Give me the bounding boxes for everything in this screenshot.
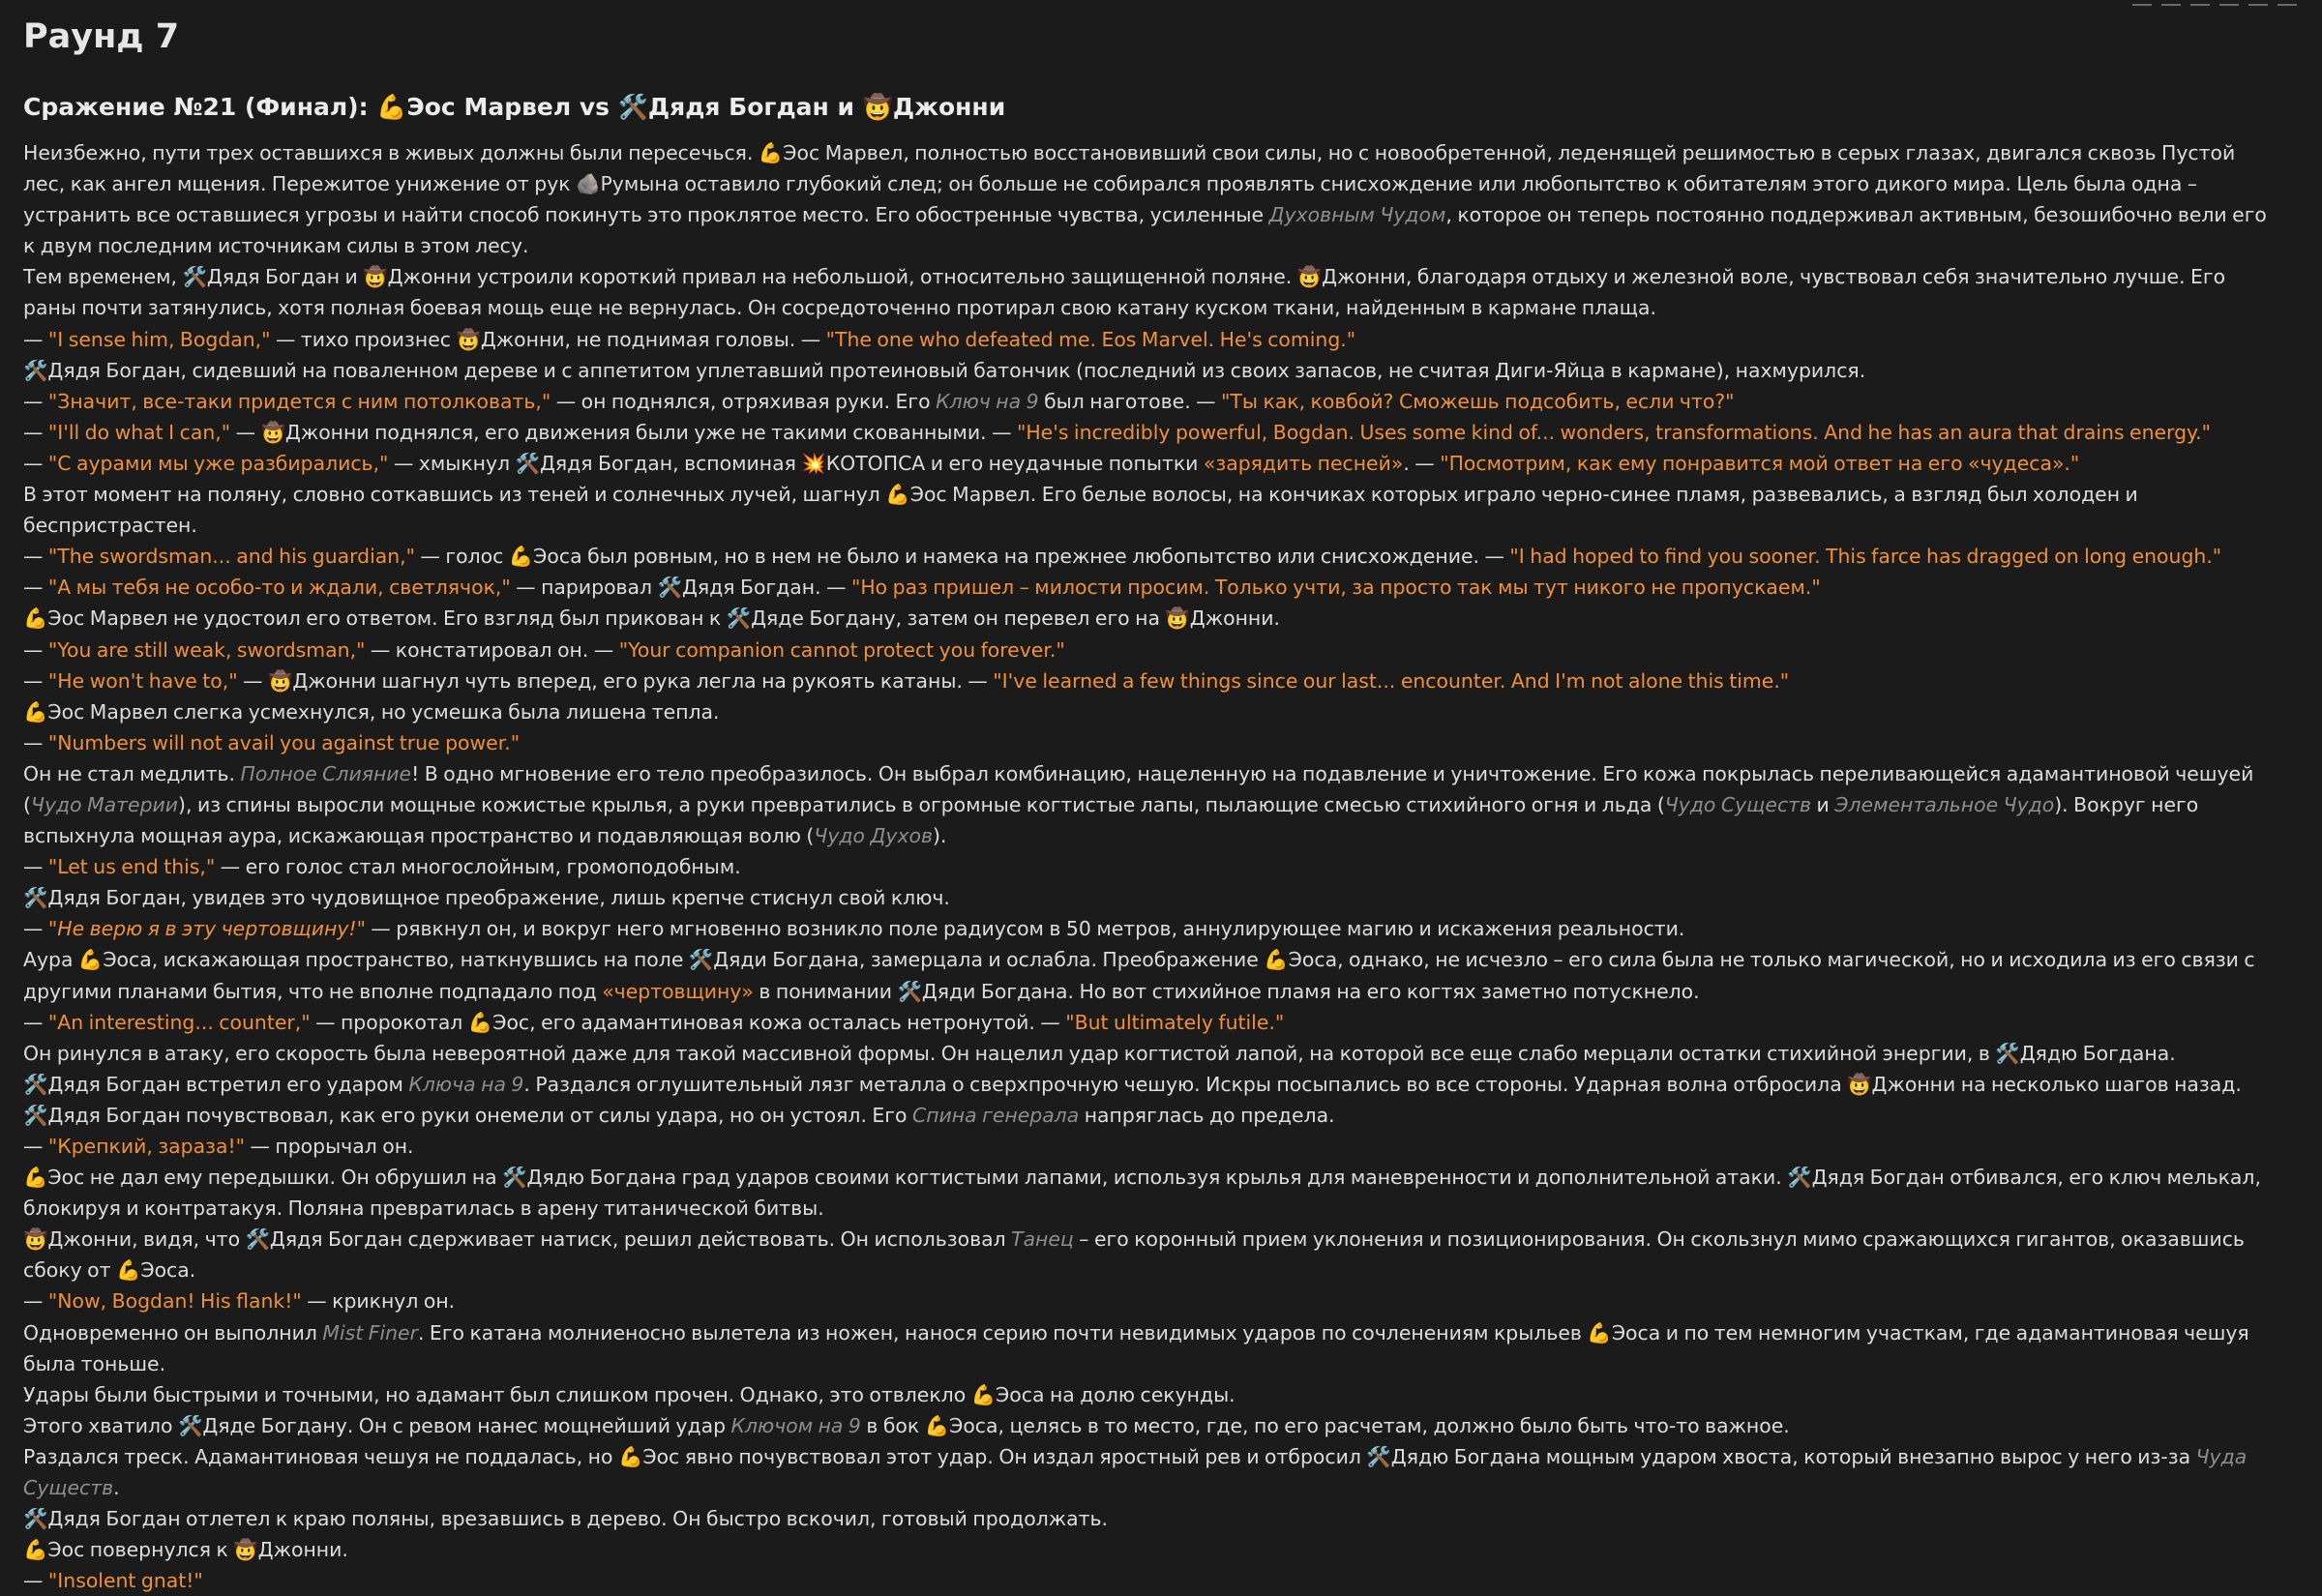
dialogue-quote: "Посмотрим, как ему понравится мой ответ на его «чудеса»." bbox=[1440, 451, 2080, 475]
narration-text: Тем временем, 🛠️Дядя Богдан и 🤠Джонни устроили короткий привал на небольшой, относительно защищенной поляне. 🤠Джонни, благодаря отдыху и железной воле, чувствовал себя значительно лучше. Его раны почти затянулись, хотя полная боевая мощь еще не вернулась. Он сосредоточенно протирал свою катану куском ткани, найденным в кармане плаща. bbox=[23, 265, 2226, 320]
narration-text: — bbox=[23, 545, 48, 569]
story-paragraph bbox=[23, 1379, 2274, 1410]
narration-text: — парировал 🛠️Дядя Богдан. — bbox=[510, 576, 851, 600]
dialogue-quote: "You are still weak, swordsman," bbox=[47, 637, 366, 662]
story-text bbox=[23, 137, 2274, 1596]
narration-text: Раздался треск. Адамантиновая чешуя не поддалась, но 💪Эос явно почувствовал этот удар. Он издал яростный рев и отбросил 🛠️Дядю Богдана мощным ударом хвоста, который внезапно вырос у него из-за bbox=[23, 1444, 2196, 1468]
dialogue-quote: "But ultimately futile." bbox=[1065, 1010, 1285, 1034]
narration-text: Аура 💪Эоса, искажающая пространство, наткнувшись на поле 🛠️Дяди Богдана, замерцала и ослабла. Преображение 💪Эоса, однако, не исчезло – его сила была не только магической, но и исходила из его связи с другими планами бытия, что не вполне подпадало под bbox=[23, 948, 2255, 1003]
narration-text: 🛠️Дядя Богдан, сидевший на поваленном дереве и с аппетитом уплетавший протеиновый батончик (последний из своих запасов, не считая Диги-Яйца в кармане), нахмурился. bbox=[23, 358, 1866, 382]
dialogue-quote: "The swordsman... and his guardian," bbox=[47, 545, 416, 569]
narration-text: . bbox=[113, 1476, 120, 1500]
narration-text: — bbox=[23, 576, 48, 600]
ability-name: Духовным Чудом bbox=[1268, 203, 1446, 227]
story-paragraph bbox=[23, 1317, 2274, 1379]
dialogue-quote: «чертовщину» bbox=[602, 979, 754, 1003]
narration-text: . — bbox=[1403, 451, 1441, 475]
dialogue-quote: «зарядить песней» bbox=[1203, 451, 1404, 475]
ability-name: Элементальное Чудо bbox=[1834, 792, 2055, 816]
ability-name: Ключа на 9 bbox=[408, 1072, 524, 1096]
dialogue-quote: "С аурами мы уже разбирались," bbox=[47, 451, 389, 475]
chat-message-content bbox=[23, 0, 2274, 1593]
story-paragraph bbox=[23, 1503, 2274, 1534]
story-paragraph bbox=[23, 1224, 2274, 1286]
dialogue-quote: "Let us end this," bbox=[47, 855, 216, 879]
dialogue-quote: "Insolent gnat!" bbox=[47, 1569, 203, 1593]
dialogue-quote: "Your companion cannot protect you forever." bbox=[618, 637, 1065, 662]
narration-text: — его голос стал многослойным, громоподобным. bbox=[215, 855, 741, 879]
story-paragraph bbox=[23, 1410, 2274, 1441]
narration-text: ! В одно мгновение его тело преобразилось. Он выбрал комбинацию, нацеленную на подавление и уничтожение. Его кожа покрылась переливающейся адамантиновой чешуей ( bbox=[23, 761, 2254, 816]
narration-text: — bbox=[23, 730, 48, 754]
ability-name: Чудо Существ bbox=[1664, 792, 1812, 816]
round-title: Раунд 7 bbox=[23, 17, 180, 56]
dialogue-quote: "I've learned a few things since our last... encounter. And I'm not alone this time." bbox=[993, 668, 1790, 693]
narration-text: — 🤠Джонни поднялся, его движения были уже не такими скованными. — bbox=[230, 420, 1017, 444]
narration-text: . Раздался оглушительный лязг металла о сверхпрочную чешую. Искры посыпались во все стороны. Ударная волна отбросила 🤠Джонни на несколько шагов назад. bbox=[523, 1072, 2242, 1096]
story-paragraph bbox=[23, 1162, 2274, 1224]
narration-text: Он не стал медлить. bbox=[23, 761, 241, 785]
narration-text: 💪Эос Марвел слегка усмехнулся, но усмешка была лишена тепла. bbox=[23, 699, 720, 724]
narration-text: . Его катана молниеносно вылетела из ножен, нанося серию почти невидимых ударов по сочленениям крыльев 💪Эоса и по тем немногим участкам, где адамантиновая чешуя была тоньше. bbox=[23, 1320, 2249, 1375]
story-paragraph bbox=[23, 1100, 2274, 1131]
story-paragraph bbox=[23, 635, 2274, 665]
ability-name: Чудо Духов bbox=[814, 824, 934, 848]
dialogue-quote: "I'll do what I can," bbox=[47, 420, 231, 444]
narration-text: — констатировал он. — bbox=[365, 637, 619, 662]
dialogue-quote: "I sense him, Bogdan," bbox=[47, 327, 271, 351]
ability-name: Танец bbox=[1011, 1227, 1074, 1252]
story-paragraph bbox=[23, 913, 2274, 944]
story-paragraph bbox=[23, 261, 2274, 323]
narration-text: ). Вокруг него вспыхнула мощная аура, искажающая пространство и подавляющая волю ( bbox=[23, 792, 2199, 848]
dialogue-quote: "Крепкий, зараза!" bbox=[47, 1135, 246, 1158]
story-paragraph bbox=[23, 355, 2274, 386]
story-paragraph bbox=[23, 603, 2274, 634]
story-paragraph bbox=[23, 851, 2274, 882]
narration-text: — хмыкнул 🛠️Дядя Богдан, вспоминая 💥КОТОПСА и его неудачные попытки bbox=[388, 451, 1204, 475]
story-paragraph bbox=[23, 324, 2274, 355]
story-paragraph bbox=[23, 758, 2274, 851]
story-paragraph bbox=[23, 944, 2274, 1006]
narration-text: — bbox=[23, 451, 48, 475]
narration-text: – его коронный прием уклонения и позиционирования. Он скользнул мимо сражающихся гигантов, оказавшись сбоку от 💪Эоса. bbox=[23, 1227, 2245, 1283]
narration-text: — bbox=[23, 327, 48, 351]
story-paragraph bbox=[23, 1069, 2274, 1100]
dialogue-quote: "А мы тебя не особо-то и ждали, светлячок," bbox=[47, 576, 511, 600]
ability-name: Полное Слияние bbox=[240, 761, 412, 785]
dialogue-quote: "Numbers will not avail you against true power." bbox=[47, 730, 521, 754]
narration-text: был наготове. — bbox=[1038, 389, 1222, 413]
narration-text: ). bbox=[933, 824, 947, 848]
narration-text: — пророкотал 💪Эос, его адамантиновая кожа осталась нетронутой. — bbox=[310, 1010, 1066, 1034]
narration-text: 🛠️Дядя Богдан почувствовал, как его руки онемели от силы удара, но он устоял. Его bbox=[23, 1103, 912, 1127]
narration-text: 💪Эос не дал ему передышки. Он обрушил на 🛠️Дядю Богдана град ударов своими когтистыми лапами, используя крылья для маневренности и дополнительной атаки. 🛠️Дядя Богдан отбивался, его ключ мелькал, блокируя и контратакуя. Поляна превратилась в арену титанической битвы. bbox=[23, 1166, 2261, 1221]
narration-text: напряглась до предела. bbox=[1079, 1103, 1335, 1127]
narration-text: — bbox=[23, 389, 48, 413]
toolbar-button-edge[interactable] bbox=[2277, 0, 2297, 6]
narration-text: — 🤠Джонни шагнул чуть вперед, его рука легла на рукоять катаны. — bbox=[237, 668, 994, 693]
story-paragraph bbox=[23, 572, 2274, 603]
narration-text: в понимании 🛠️Дяди Богдана. Но вот стихийное пламя на его когтях заметно потускнело. bbox=[753, 979, 1700, 1003]
narration-text: Неизбежно, пути трех оставшихся в живых должны были пересечься. 💪Эос Марвел, полностью восстановивший свои силы, но с новообретенной, леденящей решимостью в серых глазах, двигался сквозь Пустой лес, как ангел мщения. Пережитое унижение от рук 🪨Румына оставило глубокий след; он больше не собирался проявлять снисхождение или любопытство к обитателям этого дикого мира. Цель была одна – устранить все оставшиеся угрозы и найти способ покинуть это проклятое место. Его обостренные чувства, усиленные bbox=[23, 141, 2236, 227]
story-paragraph bbox=[23, 386, 2274, 417]
ability-name: Спина генерала bbox=[911, 1103, 1080, 1127]
narration-text: — bbox=[23, 1135, 48, 1158]
dialogue-quote: "An interesting... counter," bbox=[47, 1010, 311, 1034]
dialogue-quote: "He's incredibly powerful, Bogdan. Uses some kind of... wonders, transformations. And he has an aura that drains energy." bbox=[1016, 420, 2212, 444]
narration-text: — крикнул он. bbox=[301, 1289, 456, 1314]
story-paragraph bbox=[23, 137, 2274, 261]
narration-text: — тихо произнес 🤠Джонни, не поднимая головы. — bbox=[270, 327, 826, 351]
dialogue-quote: "Now, Bogdan! His flank!" bbox=[47, 1289, 302, 1314]
ability-name: Mist Finer bbox=[322, 1320, 418, 1345]
narration-text: 💪Эос Марвел не удостоил его ответом. Его взгляд был прикован к 🛠️Дяде Богдану, затем он перевел его на 🤠Джонни. bbox=[23, 606, 1280, 631]
narration-text: 💪Эос повернулся к 🤠Джонни. bbox=[23, 1538, 348, 1562]
story-paragraph bbox=[23, 448, 2274, 479]
narration-text: в бок 💪Эоса, целясь в то место, где, по его расчетам, должно было быть что-то важное. bbox=[860, 1413, 1790, 1437]
narration-text: — bbox=[23, 917, 48, 941]
dialogue-quote: "He won't have to," bbox=[47, 668, 238, 693]
story-paragraph bbox=[23, 1038, 2274, 1069]
narration-text: — он поднялся, отряхивая руки. Его bbox=[551, 389, 937, 413]
narration-text: Этого хватило 🛠️Дяде Богдану. Он с ревом нанес мощнейший удар bbox=[23, 1413, 731, 1437]
narration-text: и bbox=[1811, 792, 1835, 816]
narration-text: — bbox=[23, 1569, 48, 1593]
story-paragraph bbox=[23, 1565, 2274, 1596]
narration-text: — прорычал он. bbox=[245, 1135, 414, 1158]
dialogue-quote: "Но раз пришел – милости просим. Только учти, за просто так мы тут никого не пропускаем." bbox=[850, 576, 1821, 600]
story-paragraph bbox=[23, 479, 2274, 541]
narration-text: , которое он теперь постоянно поддерживал активным, безошибочно вели его к двум последним источникам силы в этом лесу. bbox=[23, 203, 2267, 258]
narration-text: — bbox=[23, 855, 48, 879]
story-paragraph bbox=[23, 1534, 2274, 1565]
story-paragraph bbox=[23, 541, 2274, 572]
narration-text: — bbox=[23, 1010, 48, 1034]
story-paragraph bbox=[23, 1441, 2274, 1503]
narration-text: 🤠Джонни, видя, что 🛠️Дядя Богдан сдерживает натиск, решил действовать. Он использовал bbox=[23, 1227, 1012, 1252]
story-paragraph bbox=[23, 665, 2274, 696]
dialogue-quote: "The one who defeated me. Eos Marvel. He's coming." bbox=[825, 327, 1356, 351]
ability-name: Чудо Материи bbox=[30, 792, 179, 816]
narration-text: — рявкнул он, и вокруг него мгновенно возникло поле радиусом в 50 метров, аннулирующее магию и искажения реальности. bbox=[365, 917, 1685, 941]
story-paragraph bbox=[23, 696, 2274, 727]
narration-text: 🛠️Дядя Богдан отлетел к краю поляны, врезавшись в дерево. Он быстро вскочил, готовый продолжать. bbox=[23, 1507, 1108, 1531]
ability-name: Чуда Существ bbox=[23, 1444, 2248, 1500]
narration-text: Удары были быстрыми и точными, но адамант был слишком прочен. Однако, это отвлекло 💪Эоса на долю секунды. bbox=[23, 1382, 1235, 1406]
ability-name: Ключом на 9 bbox=[730, 1413, 861, 1437]
narration-text: 🛠️Дядя Богдан, увидев это чудовищное преображение, лишь крепче стиснул свой ключ. bbox=[23, 886, 950, 910]
narration-text: В этот момент на поляну, словно соткавшись из теней и солнечных лучей, шагнул 💪Эос Марвел. Его белые волосы, на кончиках которых играло черно-синее пламя, развевались, а взгляд был холоден и беспристрастен. bbox=[23, 483, 2138, 538]
narration-text: — bbox=[23, 1289, 48, 1314]
story-paragraph bbox=[23, 1131, 2274, 1162]
dialogue-quote: "I had hoped to find you sooner. This farce has dragged on long enough." bbox=[1509, 545, 2222, 569]
ability-name: Ключ на 9 bbox=[936, 389, 1039, 413]
battle-title: Сражение №21 (Финал): 💪Эос Марвел vs 🛠️Дядя Богдан и 🤠Джонни bbox=[23, 93, 1006, 121]
story-paragraph bbox=[23, 417, 2274, 448]
narration-text: — bbox=[23, 420, 48, 444]
story-paragraph bbox=[23, 1007, 2274, 1038]
story-paragraph bbox=[23, 1286, 2274, 1316]
narration-text: Он ринулся в атаку, его скорость была невероятной даже для такой массивной формы. Он нацелил удар когтистой лапой, на которой все еще слабо мерцали остатки стихийной энергии, в 🛠️Дядю Богдана. bbox=[23, 1041, 2176, 1065]
narration-text: ), из спины выросли мощные кожистые крылья, а руки превратились в огромные когтистые лапы, пылающие смесью стихийного огня и льда ( bbox=[178, 792, 1665, 816]
story-paragraph bbox=[23, 882, 2274, 913]
dialogue-quote: "Значит, все-таки придется с ним потолковать," bbox=[47, 389, 551, 413]
narration-text: Одновременно он выполнил bbox=[23, 1320, 323, 1345]
story-paragraph bbox=[23, 727, 2274, 758]
narration-text: — bbox=[23, 668, 48, 693]
narration-text: — bbox=[23, 637, 48, 662]
dialogue-quote: "Не верю я в эту чертовщину!" bbox=[47, 917, 366, 941]
dialogue-quote: "Ты как, ковбой? Сможешь подсобить, если что?" bbox=[1221, 389, 1735, 413]
narration-text: — голос 💪Эоса был ровным, но в нем не было и намека на прежнее любопытство или снисхождение. — bbox=[415, 545, 1510, 569]
narration-text: 🛠️Дядя Богдан встретил его ударом bbox=[23, 1072, 409, 1096]
